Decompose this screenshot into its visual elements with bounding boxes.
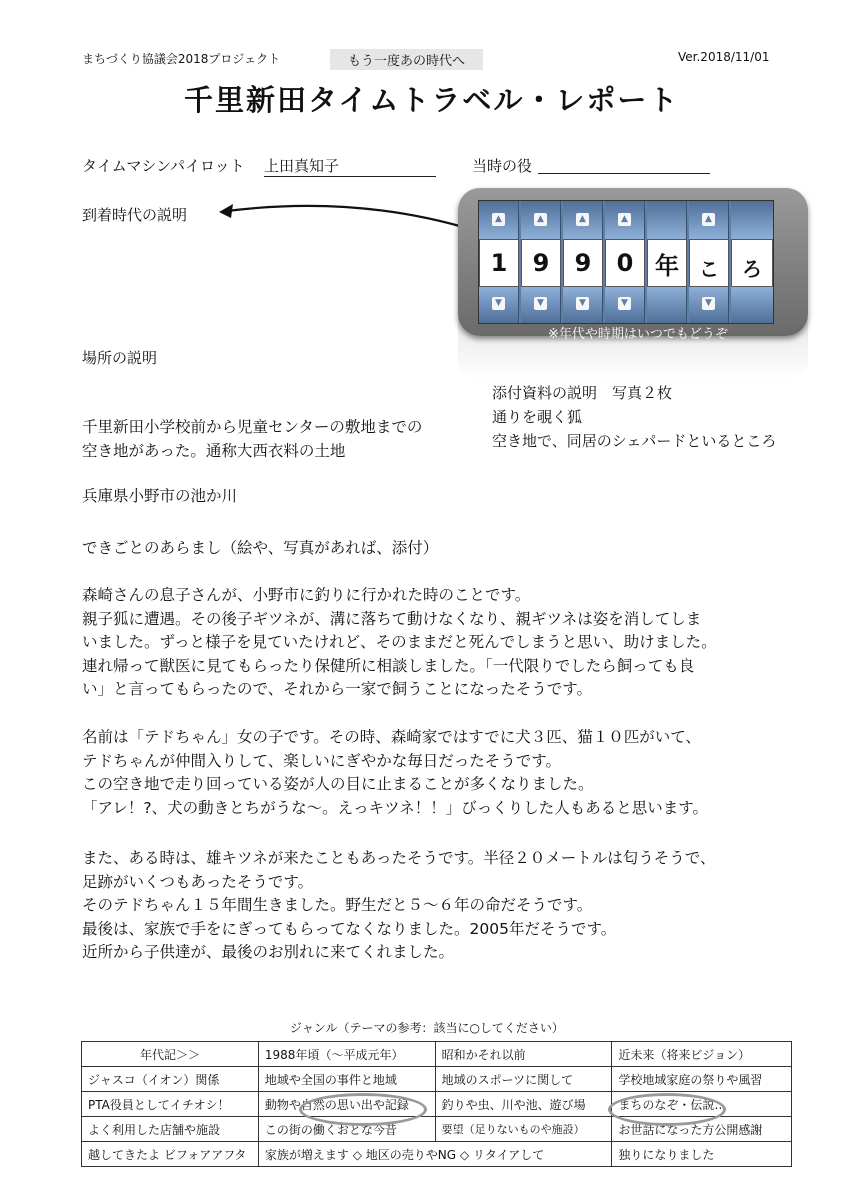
up-button[interactable] <box>689 201 729 239</box>
up-arrow-icon: ▲ <box>618 213 631 226</box>
table-cell[interactable]: 地域や全国の事件と地域 <box>258 1067 435 1092</box>
up-arrow-icon: ▲ <box>534 213 547 226</box>
arrival-label: 到着時代の説明 <box>82 206 188 224</box>
table-cell[interactable]: 要望（足りないものや施設） <box>435 1117 612 1142</box>
digit: こ <box>689 239 729 287</box>
paragraph <box>82 584 717 702</box>
up-button[interactable] <box>521 201 561 239</box>
time-machine-note: ※年代や時期はいつでもどうぞ <box>548 327 728 342</box>
paragraph <box>82 847 716 965</box>
selection-circle <box>299 1093 427 1126</box>
table-row <box>82 1067 792 1092</box>
up-button-empty <box>731 201 773 239</box>
table-cell[interactable]: 近未来（将来ビジョン） <box>612 1042 792 1067</box>
text-line: い」と言ってもらったので、それから一家で飼うことになったそうです。 <box>82 680 592 698</box>
text-line: 足跡がいくつもあったそうです。 <box>82 872 314 891</box>
table-cell[interactable]: まちのなぞ・伝説… <box>612 1092 792 1117</box>
location: 兵庫県小野市の池か川 <box>82 487 238 505</box>
text-line: 連れ帰って獣医に見てもらったり保健所に相談しました。「一代限りでしたら飼っても良 <box>82 656 695 675</box>
project-name: まちづくり協議会2018プロジェクト <box>82 52 281 66</box>
place-label: 場所の説明 <box>82 349 158 367</box>
page-title: 千里新田タイムトラベル・レポート <box>184 83 680 117</box>
text-line: また、ある時は、雄キツネが来たこともあったそうです。半径２０メートルは匂うそうで、 <box>82 849 716 867</box>
role-field <box>538 155 710 174</box>
table-cell[interactable]: お世話になった方公開感謝 <box>612 1117 792 1142</box>
digit: 9 <box>521 239 561 287</box>
text-line: 「アレ！?、犬の動きとちがうな〜。えっキツネ！！」びっくりした人もあると思います。 <box>82 798 709 817</box>
place-description <box>82 416 422 463</box>
table-cell[interactable]: 動物や自然の思い出や記録 <box>258 1092 435 1117</box>
table-cell[interactable]: 1988年頃（〜平成元年） <box>258 1042 435 1067</box>
attachment-item: 空き地で、同居のシェパードといるところ <box>492 432 777 450</box>
down-button[interactable] <box>563 287 603 323</box>
down-arrow-icon: ▼ <box>576 297 589 310</box>
table-cell[interactable]: 越してきたよ ビフォアアフタ <box>82 1142 259 1167</box>
text-line: テドちゃんが仲間入りして、楽しいにぎやかな毎日だったそうです。 <box>82 751 561 770</box>
table-cell[interactable]: よく利用した店舗や施設 <box>82 1117 259 1142</box>
attachment-item: 通りを覗く狐 <box>492 408 583 426</box>
down-button[interactable] <box>689 287 729 323</box>
table-row <box>82 1042 792 1067</box>
attachments <box>492 381 776 453</box>
up-arrow-icon: ▲ <box>702 213 715 226</box>
pilot-name: 上田真知子 <box>264 155 436 177</box>
down-arrow-icon: ▼ <box>618 297 631 310</box>
table-cell[interactable]: 釣りや虫、川や池、遊び場 <box>435 1092 612 1117</box>
time-machine <box>458 188 808 336</box>
arrow-icon <box>215 195 475 235</box>
up-button-empty <box>647 201 687 239</box>
attachments-label: 添付資料の説明 写真２枚 <box>492 384 673 402</box>
selection-circle <box>608 1093 726 1126</box>
table-cell[interactable]: 昭和かそれ以前 <box>435 1042 612 1067</box>
paragraph <box>82 726 708 820</box>
digit: 0 <box>605 239 645 287</box>
down-button-empty <box>647 287 687 323</box>
version: Ver.2018/11/01 <box>678 50 770 64</box>
down-button[interactable] <box>521 287 561 323</box>
down-arrow-icon: ▼ <box>534 297 547 310</box>
text-line: 空き地があった。通称大西衣料の土地 <box>82 441 346 460</box>
digit: 年 <box>647 239 687 287</box>
pilot-label: タイムマシンパイロット <box>82 157 245 175</box>
down-button-empty <box>731 287 773 323</box>
text-line: いました。ずっと様子を見ていたけれど、そのままだと死んでしまうと思い、助けました。 <box>82 633 717 651</box>
text-line: 近所から子供達が、最後のお別れに来てくれました。 <box>82 943 455 961</box>
table-cell[interactable]: ジャスコ（イオン）関係 <box>82 1067 259 1092</box>
table-cell[interactable]: PTA役員としてイチオシ！ <box>82 1092 259 1117</box>
up-button[interactable] <box>479 201 519 239</box>
table-cell[interactable]: 学校地域家庭の祭りや風習 <box>612 1067 792 1092</box>
table-row <box>82 1142 792 1167</box>
digit: 9 <box>563 239 603 287</box>
up-arrow-icon: ▲ <box>576 213 589 226</box>
down-button[interactable] <box>479 287 519 323</box>
down-arrow-icon: ▼ <box>492 297 505 310</box>
up-button[interactable] <box>563 201 603 239</box>
role-label: 当時の役 <box>472 157 533 175</box>
table-cell[interactable]: 年代記＞＞ <box>82 1042 259 1067</box>
table-cell[interactable]: 家族が増えます ◇ 地区の売りやNG ◇ リタイアして <box>258 1142 611 1167</box>
down-arrow-icon: ▼ <box>702 297 715 310</box>
text-line: 名前は「テドちゃん」女の子です。その時、森崎家ではすでに犬３匹、猫１０匹がいて、 <box>82 728 701 746</box>
table-cell[interactable]: 独りになりました <box>612 1142 792 1167</box>
text-line: 親子狐に遭遇。その後子ギツネが、溝に落ちて動けなくなり、親ギツネは姿を消してしま <box>82 609 702 628</box>
text-line: この空き地で走り回っている姿が人の目に止まることが多くなりました。 <box>82 775 594 793</box>
tagline: もう一度あの時代へ <box>330 49 483 70</box>
text-line: 森崎さんの息子さんが、小野市に釣りに行かれた時のことです。 <box>82 586 531 604</box>
text-line: そのテドちゃん１５年間生きました。野生だと５〜６年の命だそうです。 <box>82 896 593 914</box>
digit: ろ <box>731 239 773 287</box>
up-arrow-icon: ▲ <box>492 213 505 226</box>
digit: 1 <box>479 239 519 287</box>
table-cell[interactable]: この街の働くおとな今昔 <box>258 1117 435 1142</box>
events-label: できごとのあらまし（絵や、写真があれば、添付） <box>82 539 439 557</box>
genre-caption: ジャンル（テーマの参考：該当に○してください） <box>290 1021 564 1035</box>
text-line: 千里新田小学校前から児童センターの敷地までの <box>82 418 423 436</box>
text-line: 最後は、家族で手をにぎってもらってなくなりました。2005年だそうです。 <box>82 919 617 938</box>
table-cell[interactable]: 地域のスポーツに関して <box>435 1067 612 1092</box>
up-button[interactable] <box>605 201 645 239</box>
down-button[interactable] <box>605 287 645 323</box>
